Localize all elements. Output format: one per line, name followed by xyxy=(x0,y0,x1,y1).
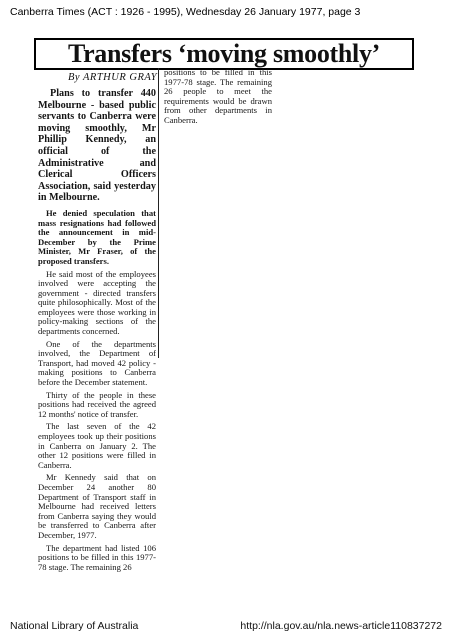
column-divider xyxy=(158,68,159,358)
article-paragraph: He said most of the employees involved were accepting the government - directed transfers quite philosophically. Most of the employees were those working in policy-making sections of the departments concerned. xyxy=(38,268,156,337)
article-paragraph: Mr Kennedy said that on December 24 another 80 Department of Transport staff in Melbourne had received letters from Canberra saying they would be transferred to Canberra after December, 1977. xyxy=(38,472,156,540)
article-paragraph: One of the departments involved, the Department of Transport, had moved 42 policy - making positions to Canberra before the December statement. xyxy=(38,338,156,388)
article-paragraph: He denied speculation that mass resignations had followed the announcement in mid-December by the Prime Minister, Mr Fraser, of the proposed transfers. xyxy=(38,207,156,266)
right-column xyxy=(164,68,272,129)
continued-paragraph: positions to be filled in this 1977-78 stage. The remaining 26 people to meet the requirements would be drawn from other departments in Canberra. xyxy=(164,67,272,125)
byline: By ARTHUR GRAY xyxy=(68,72,158,83)
article-paragraph: Thirty of the people in these positions had received the agreed 12 months' notice of transfer. xyxy=(38,389,156,419)
footer-source: National Library of Australia xyxy=(10,620,139,632)
citation-header: Canberra Times (ACT : 1926 - 1995), Wednesday 26 January 1977, page 3 xyxy=(10,6,361,18)
headline: Transfers ‘moving smoothly’ xyxy=(34,38,414,70)
article-paragraph: The department had listed 106 positions to be filled in this 1977-78 stage. The remaining 26 xyxy=(38,542,156,572)
footer-url[interactable]: http://nla.gov.au/nla.news-article110837272 xyxy=(240,620,442,632)
newspaper-clipping xyxy=(34,38,416,572)
lede-paragraph: Plans to transfer 440 Melbourne - based public servants to Canberra were moving smoothly, Mr Phillip Kennedy, an official of the Administrative and Clerical Officers Association, said yesterday in Melbourne. xyxy=(38,88,156,204)
article-paragraph: The last seven of the 42 employees took up their positions in Canberra on January 2. The other 12 positions were filled in Canberra. xyxy=(38,421,156,470)
left-column xyxy=(38,88,156,575)
